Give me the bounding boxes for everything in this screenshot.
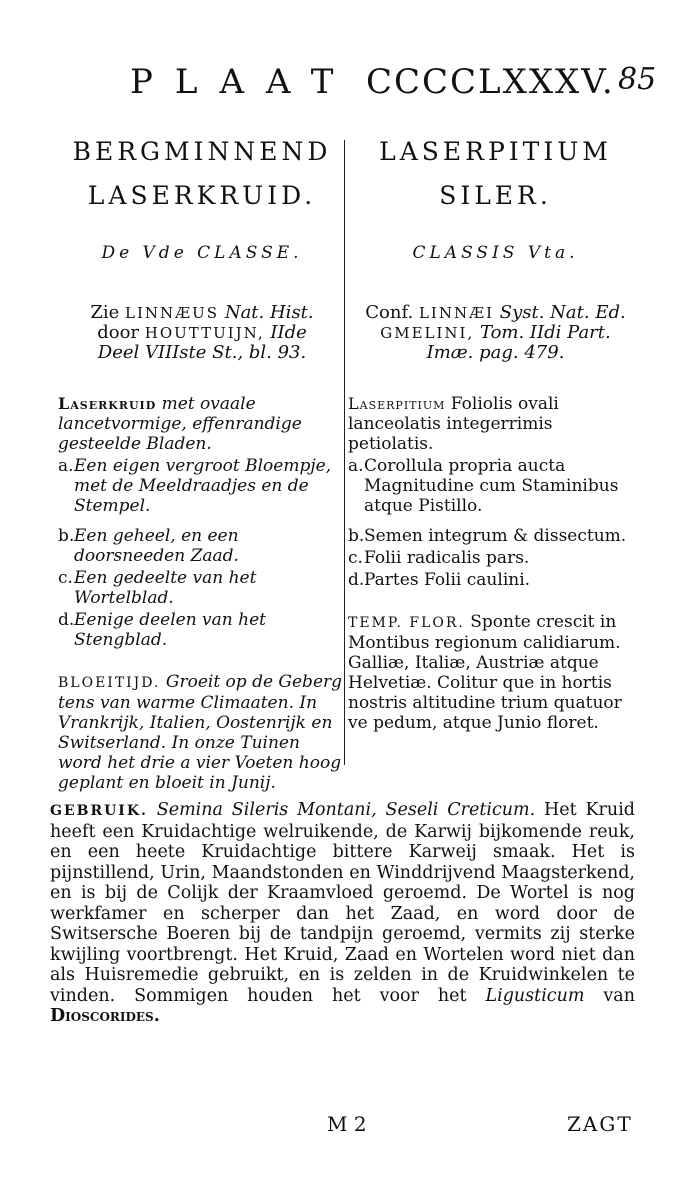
bloei-text: Groeit op de Geberg tens van warme Climaaten. In Vrankrijk, Italien, Oostenrijk en Switserland. In onze Tuinen word het drie a vier Voeten hoog geplant en bloeit in Junij. — [58, 672, 343, 793]
item-text: Een eigen vergroot Bloempje, met de Meeldraadjes en de Stempel. — [74, 456, 332, 516]
item-marker: a. — [58, 456, 74, 476]
dutch-classe: De Vde CLASSE. — [101, 243, 303, 263]
figure-item — [58, 610, 346, 650]
signature-mark: M 2 — [327, 1112, 367, 1136]
catchword: ZAGT — [567, 1112, 633, 1136]
figure-item — [348, 570, 643, 590]
usage-dioscorides: Dioscorides. — [50, 1006, 160, 1026]
latin-reference — [348, 303, 643, 362]
item-text: Corollula propria aucta Magnitudine cum Staminibus atque Pistillo. — [364, 456, 619, 516]
dutch-title — [58, 130, 346, 218]
dutch-flowering — [58, 672, 346, 793]
ref-author: LINNÆI — [418, 304, 495, 322]
item-marker: d. — [58, 610, 75, 630]
ref-author: GMELINI, — [380, 324, 475, 342]
item-marker: b. — [58, 526, 75, 546]
ref-pre: door — [97, 322, 140, 343]
desc-lead: Laserkruid — [58, 394, 157, 413]
latin-flowering — [348, 612, 643, 733]
dutch-column — [58, 130, 346, 793]
desc-text: Foliolis ovali lanceolatis integerrimis petiolatis. — [348, 394, 559, 454]
ref-part: IIde — [270, 322, 307, 343]
dutch-title-line1: BERGMINNEND — [72, 137, 332, 166]
item-marker: c. — [58, 568, 73, 588]
figure-item — [58, 456, 346, 516]
ref-author: LINNÆUS — [125, 304, 220, 322]
ref-pre: Zie — [90, 302, 120, 323]
bloei-text: Sponte crescit in Montibus regionum calidiarum. Galliæ, Italiæ, Austriæ atque Helvetiæ. Colitur que in hortis nostris altitudine trium quatuor ve pedum, atque Junio floret. — [348, 612, 622, 733]
item-text: Eenige deelen van het Stengblad. — [74, 610, 266, 650]
desc-text: met ovaale lancetvormige, effenrandige gesteelde Bladen. — [58, 394, 302, 454]
plaat-label: PLAAT — [130, 62, 356, 102]
plate-number: CCCCLXXXV. — [366, 62, 615, 102]
desc-lead: Laserpitium — [348, 394, 446, 413]
page-number: 85 — [618, 62, 657, 97]
ref-page: Imæ. pag. 479. — [426, 342, 565, 363]
bloei-lead: BLOEITIJD. — [58, 675, 161, 691]
usage-ligusticum: Ligusticum — [485, 985, 585, 1006]
item-text: Een gedeelte van het Wortelblad. — [74, 568, 257, 608]
usage-lead: GEBRUIK. — [50, 803, 148, 819]
usage-latin-names: Semina Sileris Montani, Seseli Creticum. — [156, 800, 536, 820]
figure-item — [348, 548, 643, 568]
item-text: Een geheel, en een doorsneeden Zaad. — [74, 526, 239, 566]
ref-volume: Deel VIIIste St., bl. 93. — [97, 342, 307, 363]
usage-text: Het Kruid heeft een Kruidachtige welruikende, de Karwij bijkomende reuk, en een heete Kruidachtige bittere Karweij smaak. Het is pijnstillend, Urin, Maandstonden en Winddrijvend Maagsterkend, en is bij de Colijk der Kraamvloed geroemd. De Wortel is nog werkfamer en scherper dan het Zaad, en word door de Switsersche Boeren bij de tandpijn geroemd, vermits zij sterke kwijling voortbrengt. Het Kruid, Zaad en Wortelen word niet dan als Huisremedie gebruikt, en is zelden in de Kruidwinkelen te vinden. Sommigen houden het voor het — [50, 800, 635, 1006]
dutch-title-line2: LASERKRUID. — [87, 181, 317, 210]
dutch-description — [58, 394, 346, 650]
latin-title — [348, 130, 643, 218]
figure-item — [348, 526, 643, 546]
usage-van: van — [603, 985, 635, 1006]
item-marker: b. — [348, 526, 365, 546]
ref-pre: Conf. — [365, 302, 414, 323]
latin-title-line1: LASERPITIUM — [379, 137, 612, 166]
latin-description — [348, 394, 643, 590]
figure-item — [348, 456, 643, 516]
item-text: Semen integrum & dissectum. — [364, 526, 627, 546]
bloei-lead: TEMP. FLOR. — [348, 615, 465, 631]
item-marker: c. — [348, 548, 363, 568]
item-text: Folii radicalis pars. — [364, 548, 530, 568]
dutch-reference — [58, 303, 346, 362]
item-marker: d. — [348, 570, 365, 590]
figure-item — [58, 568, 346, 608]
item-marker: a. — [348, 456, 364, 476]
latin-column — [348, 130, 643, 733]
ref-work: Syst. Nat. Ed. — [499, 302, 626, 323]
latin-title-line2: SILER. — [439, 181, 552, 210]
plate-header — [0, 62, 683, 110]
ref-author: HOUTTUIJN, — [144, 324, 265, 342]
usage-paragraph — [50, 800, 635, 1027]
latin-classis: CLASSIS Vta. — [412, 243, 579, 263]
ref-part: Tom. IIdi Part. — [479, 322, 611, 343]
figure-item — [58, 526, 346, 566]
ref-work: Nat. Hist. — [224, 302, 314, 323]
item-text: Partes Folii caulini. — [364, 570, 531, 590]
